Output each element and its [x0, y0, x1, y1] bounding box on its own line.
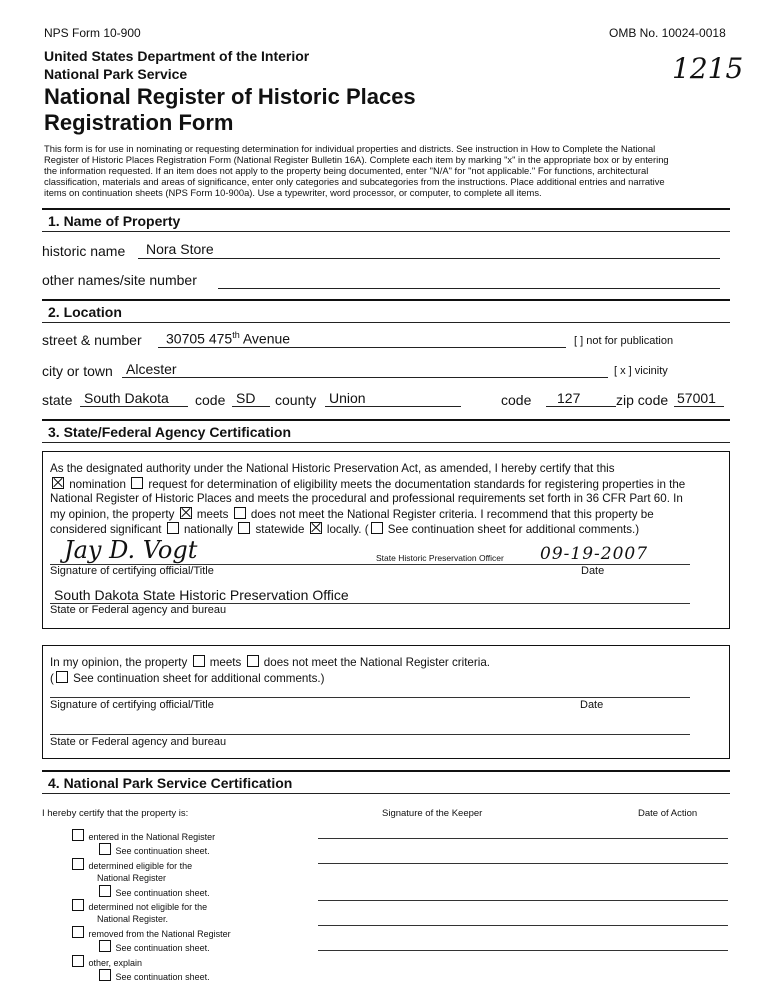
state-code-label: code	[195, 392, 226, 408]
state-value: South Dakota	[84, 390, 169, 406]
date-of-action-label: Date of Action	[638, 808, 698, 819]
section-rule	[42, 770, 730, 772]
keeper-label: Signature of the Keeper	[382, 808, 483, 819]
zip-value: 57001	[677, 390, 716, 406]
cert-line-3: National Register of Historic Places and meets the procedural and professional requirements set forth in 36 CFR Part 60. In	[50, 492, 683, 505]
box2-signature-line	[50, 697, 690, 698]
request-checkbox[interactable]	[131, 477, 143, 489]
section2-heading: 2. Location	[48, 304, 122, 320]
date-label: Date	[581, 565, 605, 577]
keeper-line	[318, 838, 728, 839]
department: United States Department of the Interior	[44, 48, 310, 64]
section3-heading: 3. State/Federal Agency Certification	[48, 424, 291, 440]
instructions	[44, 143, 734, 198]
cont-label: See continuation sheet.	[115, 943, 210, 954]
box2-meets-label: meets	[209, 656, 242, 669]
keeper-line	[318, 900, 728, 901]
entered-label: entered in the National Register	[88, 832, 216, 842]
continuation-label: See continuation sheet for additional comments.)	[387, 523, 640, 536]
option-other	[70, 955, 231, 969]
box2-date-label: Date	[580, 699, 604, 711]
significance-label: considered significant	[50, 523, 162, 536]
removed-checkbox[interactable]	[72, 926, 84, 938]
street-suffix: th	[232, 330, 240, 340]
locally-label: locally. (	[326, 523, 369, 536]
city-line	[122, 377, 608, 378]
signature-label: Signature of certifying official/Title	[50, 565, 214, 577]
statewide-label: statewide	[255, 523, 305, 536]
section4-heading: 4. National Park Service Certification	[48, 775, 293, 791]
eligible-label: determined eligible for the	[88, 860, 193, 871]
not-eligible-label: determined not eligible for the	[88, 902, 208, 913]
other-names-label: other names/site number	[42, 272, 197, 288]
locally-checkbox[interactable]	[310, 522, 322, 534]
instruction-line: the information requested. If an item does not apply to the property being documented, enter "N/A" for "not applicable." For functions, architectural	[44, 165, 649, 176]
meets-checkbox[interactable]	[180, 507, 192, 519]
does-not-meet-checkbox[interactable]	[234, 507, 246, 519]
opinion-line-2: ( See continuation sheet for additional comments.)	[50, 671, 325, 685]
not-eligible-checkbox[interactable]	[72, 899, 84, 911]
street-line	[158, 347, 566, 348]
street-name: Avenue	[239, 330, 291, 347]
agency-value: South Dakota State Historic Preservation Office	[54, 587, 349, 603]
cont-label: See continuation sheet.	[115, 972, 210, 983]
street-label: street & number	[42, 332, 142, 348]
state-code-value: SD	[236, 390, 256, 406]
zip-line	[674, 406, 724, 407]
box2-meets-checkbox[interactable]	[193, 655, 205, 667]
opinion-text: my opinion, the property	[50, 507, 175, 521]
section-rule	[42, 419, 730, 421]
other-checkbox[interactable]	[72, 955, 84, 967]
keeper-line	[318, 950, 728, 951]
cert-line-2-rest: request for determination of eligibility meets the documentation standards for registering properties in the	[148, 477, 686, 491]
state-label: state	[42, 392, 73, 408]
statewide-checkbox[interactable]	[238, 522, 250, 534]
box2-does-not-meet-label: does not meet the National Register criteria.	[263, 656, 490, 669]
county-code-label: code	[501, 392, 532, 408]
historic-name-value: Nora Store	[146, 241, 214, 257]
agency-label: State or Federal agency and bureau	[50, 604, 227, 616]
nomination-checkbox[interactable]	[52, 477, 64, 489]
opinion-line-1	[50, 655, 720, 671]
historic-name-label: historic name	[42, 243, 126, 259]
keeper-line	[318, 863, 728, 864]
removed-label: removed from the National Register	[88, 928, 231, 939]
cert-line-4	[50, 507, 726, 523]
county-code-line	[546, 406, 616, 407]
not-for-publication: [ ] not for publication	[574, 335, 674, 347]
cert-line-2	[50, 477, 726, 493]
option-eligible	[70, 858, 231, 872]
county-line	[325, 406, 461, 407]
box2-agency-label: State or Federal agency and bureau	[50, 736, 227, 748]
other-label: other, explain	[88, 957, 143, 968]
option-cont	[70, 885, 231, 899]
option-entered	[70, 829, 231, 843]
form-title: National Register of Historic Places	[44, 84, 416, 109]
service: National Park Service	[44, 66, 188, 82]
state-code-line	[232, 406, 270, 407]
cert-line-4-rest: does not meet the National Register criteria. I recommend that this property be	[250, 507, 654, 521]
zip-label: zip code	[616, 392, 669, 408]
eligible-label-2: National Register	[97, 873, 167, 884]
not-eligible-label-2: National Register.	[97, 914, 169, 925]
section-rule	[42, 299, 730, 301]
instruction-line: This form is for use in nominating or requesting determination for individual properties and districts. See instruction in How to Complete the National	[44, 143, 656, 154]
opinion-prefix: In my opinion, the property	[50, 656, 188, 669]
county-code-value: 127	[557, 390, 581, 406]
nps-options	[70, 829, 231, 983]
cert-line-1: As the designated authority under the National Historic Preservation Act, as amended, I hereby certify that this	[50, 462, 615, 475]
nationally-checkbox[interactable]	[167, 522, 179, 534]
vicinity: [ x ] vicinity	[614, 365, 668, 377]
cont-checkbox[interactable]	[99, 969, 111, 981]
other-names-line	[218, 288, 720, 289]
box2-signature-label: Signature of certifying official/Title	[50, 699, 214, 711]
meets-label: meets	[196, 507, 229, 521]
officer-title: State Historic Preservation Officer	[376, 553, 504, 563]
street-value	[166, 330, 290, 347]
nationally-label: nationally	[183, 523, 233, 536]
city-value: Alcester	[126, 361, 177, 377]
option-cont	[70, 969, 231, 983]
form-number: NPS Form 10-900	[44, 26, 141, 40]
city-label: city or town	[42, 363, 113, 379]
instruction-line: Register of Historic Places Registration Form (National Register Bulletin 16A). Complete each item by marking "x" in the appropriate box or by entering	[44, 154, 669, 165]
signature: Jay D. Vogt	[64, 536, 198, 564]
entered-checkbox[interactable]	[72, 829, 84, 841]
certification-text	[50, 462, 726, 538]
box2-does-not-meet-checkbox[interactable]	[247, 655, 259, 667]
certify-label: I hereby certify that the property is:	[42, 808, 189, 819]
cont-label: See continuation sheet.	[115, 887, 210, 898]
cont-checkbox[interactable]	[99, 940, 111, 952]
state-line	[80, 406, 188, 407]
section1-heading: 1. Name of Property	[48, 213, 181, 229]
street-number: 30705 475	[166, 330, 233, 347]
instruction-line: items on continuation sheets (NPS Form 10-900a). Use a typewriter, word processor, or computer, to complete all items.	[44, 187, 542, 198]
continuation-checkbox[interactable]	[371, 522, 383, 534]
opinion-text-block	[50, 655, 720, 686]
form-subtitle: Registration Form	[44, 110, 234, 135]
eligible-checkbox[interactable]	[72, 858, 84, 870]
option-cont	[70, 843, 231, 857]
section-rule	[42, 322, 730, 323]
section-rule	[42, 231, 730, 232]
nomination-label: nomination	[69, 477, 126, 491]
option-cont	[70, 940, 231, 954]
section-rule	[42, 208, 730, 210]
section-rule	[42, 442, 730, 443]
cont-checkbox[interactable]	[99, 843, 111, 855]
county-value: Union	[329, 390, 366, 406]
county-label: county	[275, 392, 317, 408]
cont-checkbox[interactable]	[99, 885, 111, 897]
option-removed	[70, 926, 231, 940]
handwritten-number: 1215	[672, 52, 744, 85]
omb-number: OMB No. 10024-0018	[609, 26, 726, 40]
box2-continuation-checkbox[interactable]	[56, 671, 68, 683]
box2-continuation-label: See continuation sheet for additional comments.)	[73, 671, 325, 685]
date-signed: 09-19-2007	[540, 544, 649, 564]
instruction-line: classification, materials and areas of significance, enter only categories and subcategories from the instructions. Place additional entries and narrative	[44, 176, 665, 187]
keeper-line	[318, 925, 728, 926]
cont-label: See continuation sheet.	[115, 846, 210, 857]
section-rule	[42, 793, 730, 794]
box2-agency-line	[50, 734, 690, 735]
option-not-eligible	[70, 899, 231, 913]
historic-name-line	[138, 258, 720, 259]
